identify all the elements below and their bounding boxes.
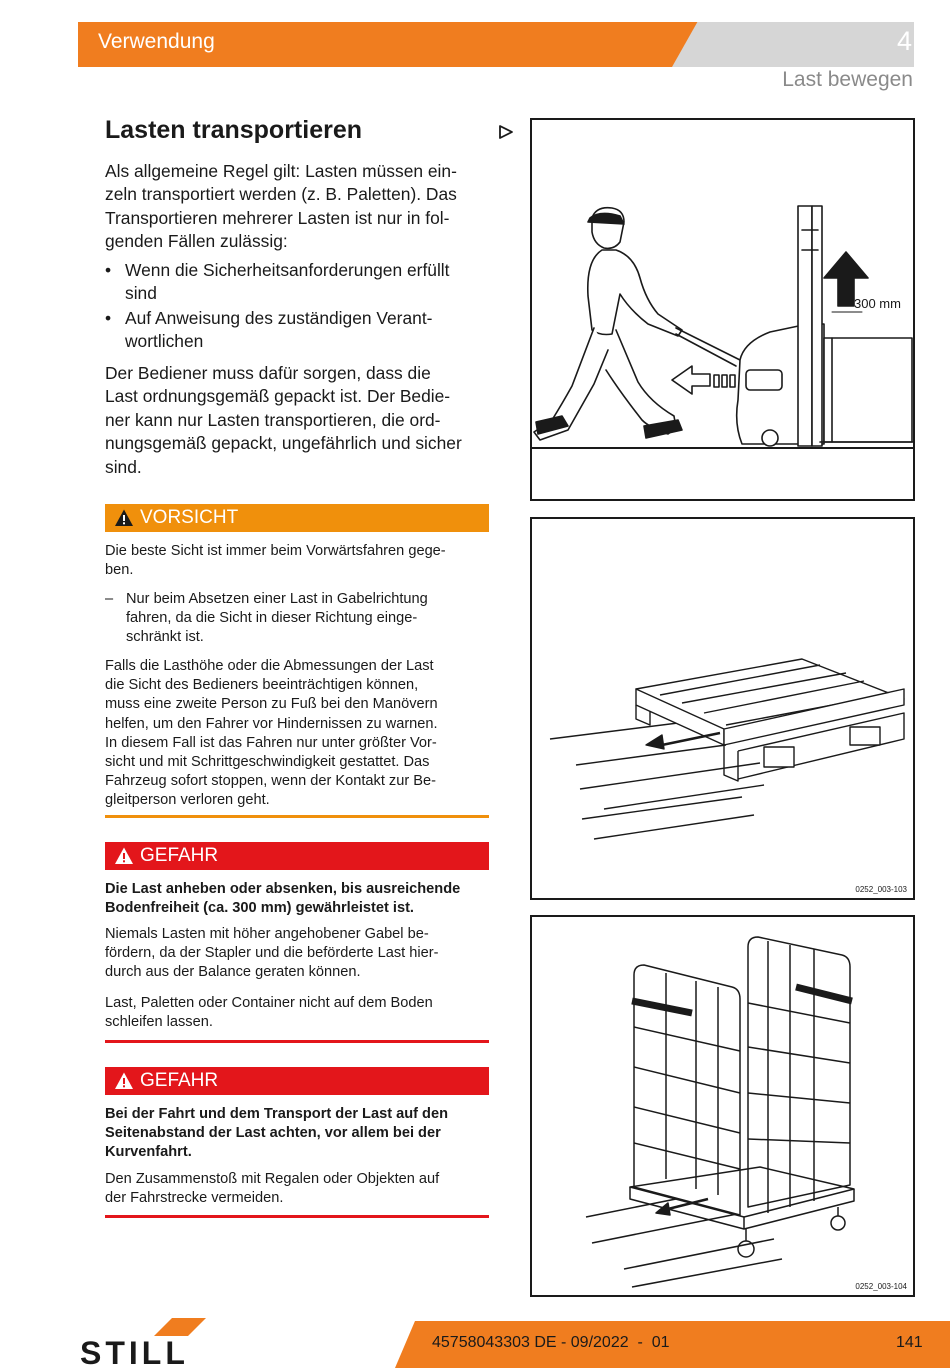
figure-code: 0252_003-104 <box>855 1282 907 1291</box>
text-line: wortlichen <box>125 331 204 352</box>
text-line: Fahrzeug sofort stoppen, wenn der Kontakt zur Be- <box>105 773 436 790</box>
text-line: Bei der Fahrt und dem Transport der Last auf den <box>105 1106 449 1122</box>
warning-triangle-icon <box>114 846 134 866</box>
intro-paragraph <box>105 160 495 254</box>
danger-banner <box>105 1067 489 1095</box>
warning-triangle-icon <box>114 1071 134 1091</box>
document-number: 45758043303 DE - 09/2022 - 01 <box>432 1334 670 1351</box>
figure-pallet <box>530 517 915 900</box>
lift-height-label: 300 mm <box>854 296 901 311</box>
text-line: nungsgemäß gepackt, ungefährlich und sicher <box>105 433 462 454</box>
still-logo <box>80 1316 236 1368</box>
text-line: schleifen lassen. <box>105 1014 213 1031</box>
danger-paragraph <box>105 925 491 983</box>
header-section-title: Verwendung <box>98 30 215 53</box>
roll-container-on-forks-illustration <box>532 917 913 1295</box>
text-line: fördern, da der Stapler und die beförderte Last hier- <box>105 945 439 962</box>
danger-paragraph <box>105 994 491 1032</box>
text-line: Der Bediener muss dafür sorgen, dass die <box>105 363 431 383</box>
text-line: Transportieren mehrerer Lasten ist nur in fol- <box>105 207 450 228</box>
logo-wordmark: STILL <box>80 1335 189 1368</box>
text-line: Kurvenfahrt. <box>105 1144 192 1161</box>
text-line: Wenn die Sicherheitsanforderungen erfüllt <box>125 260 450 280</box>
text-line: zeln transportiert werden (z. B. Paletten). Das <box>105 184 457 205</box>
warning-triangle-icon <box>114 508 134 528</box>
header-subtitle: Last bewegen <box>782 68 913 91</box>
text-line: Falls die Lasthöhe oder die Abmessungen der Last <box>105 658 434 674</box>
text-line: Auf Anweisung des zuständigen Verant- <box>125 307 433 328</box>
text-line: Last, Paletten oder Container nicht auf dem Boden <box>105 995 433 1011</box>
text-line: der Fahrstrecke vermeiden. <box>105 1190 284 1207</box>
text-line: muss eine zweite Person zu Fuß bei den Manövern <box>105 696 438 713</box>
danger-headline <box>105 1105 491 1163</box>
operator-with-stacker-illustration <box>532 120 913 499</box>
text-line: Den Zusammenstoß mit Regalen oder Objekten auf <box>105 1171 440 1187</box>
figure-code: 0252_003-103 <box>855 885 907 894</box>
text-line: fahren, da die Sicht in dieser Richtung einge- <box>126 610 418 627</box>
text-line: Die Last anheben oder absenken, bis ausreichende <box>105 881 461 897</box>
pallet-on-forks-illustration <box>532 519 913 898</box>
text-line: ben. <box>105 562 134 579</box>
text-line: Als allgemeine Regel gilt: Lasten müssen ein- <box>105 161 457 181</box>
caution-dash-item <box>105 590 491 648</box>
condition-list <box>105 259 495 355</box>
caution-banner <box>105 504 489 532</box>
figure-roll-container <box>530 915 915 1297</box>
dash-marker: – <box>105 591 114 607</box>
caution-text <box>105 542 491 580</box>
figure-operator-stacker <box>530 118 915 501</box>
text-line: sind <box>125 283 157 304</box>
operator-paragraph <box>105 362 495 479</box>
text-line: Die beste Sicht ist immer beim Vorwärtsfahren gege- <box>105 543 446 559</box>
danger-paragraph <box>105 1170 491 1208</box>
text-line: Last ordnungsgemäß gepackt ist. Der Bedie- <box>105 386 451 407</box>
text-line: In diesem Fall ist das Fahren nur unter größter Vor- <box>105 734 437 751</box>
caution-end-rule <box>105 815 489 818</box>
header-chapter-number: 4 <box>896 26 912 56</box>
text-line: sicht und mit Schrittgeschwindigkeit gestattet. Das <box>105 754 430 771</box>
text-line: gleitperson verloren geht. <box>105 792 270 809</box>
danger-label: GEFAHR <box>140 1070 219 1091</box>
danger-headline <box>105 880 491 918</box>
text-line: ner kann nur Lasten transportieren, die ord- <box>105 409 441 430</box>
danger-end-rule <box>105 1215 489 1218</box>
play-triangle-icon <box>498 124 514 140</box>
text-line: sind. <box>105 456 142 477</box>
danger-label: GEFAHR <box>140 845 219 866</box>
caution-label: VORSICHT <box>140 507 239 528</box>
list-item: • Auf Anweisung des zuständigen Verant- wortlichen <box>105 307 495 354</box>
text-line: Bodenfreiheit (ca. 300 mm) gewährleistet ist. <box>105 900 414 917</box>
list-item: • Wenn die Sicherheitsanforderungen erfüllt sind <box>105 259 495 306</box>
page-title: Lasten transportieren <box>105 116 363 144</box>
text-line: durch aus der Balance geraten können. <box>105 964 361 981</box>
text-line: schränkt ist. <box>126 629 204 646</box>
text-line: Nur beim Absetzen einer Last in Gabelrichtung <box>126 591 428 607</box>
caution-paragraph <box>105 657 491 811</box>
header-chapter-tab <box>672 22 914 67</box>
page-number: 141 <box>896 1334 923 1351</box>
text-line: die Sicht des Bedieners beeinträchtigen können, <box>105 677 419 694</box>
text-line: Niemals Lasten mit höher angehobener Gabel be- <box>105 926 429 942</box>
text-line: helfen, um den Fahrer vor Hindernissen zu warnen. <box>105 715 438 732</box>
danger-end-rule <box>105 1040 489 1043</box>
danger-banner <box>105 842 489 870</box>
text-line: Seitenabstand der Last achten, vor allem bei der <box>105 1125 441 1142</box>
text-line: genden Fällen zulässig: <box>105 231 288 252</box>
